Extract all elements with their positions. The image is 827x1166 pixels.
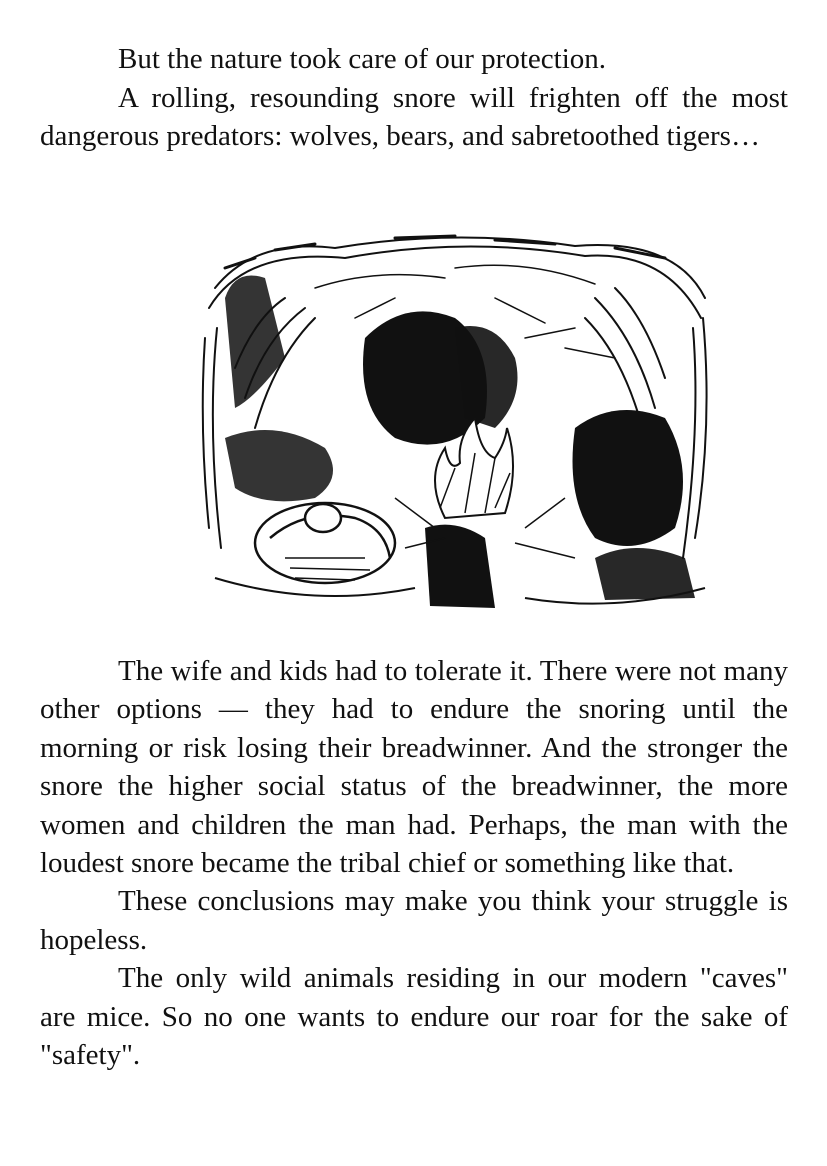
top-text [40, 40, 788, 156]
paragraph-modern-caves: The only wild animals residing in our modern "caves" are mice. So no one wants to endure our roar for the sake of "safety". [40, 962, 788, 1072]
paragraph-snore-predators: A rolling, resounding snore will frighten off the most dangerous predators: wolves, bears, and sabretoothed tigers… [40, 81, 788, 152]
bottom-text [40, 652, 788, 1074]
cave-campfire-illustration [195, 228, 717, 610]
paragraph-protection: But the nature took care of our protection. [118, 43, 607, 75]
paragraph-conclusions: These conclusions may make you think your struggle is hopeless. [40, 885, 788, 956]
illustration-drawing [195, 228, 717, 610]
paragraph-wife-kids: The wife and kids had to tolerate it. There were not many other options — they had to endure the snoring until the morning or risk losing their breadwinner. And the stronger the snore the higher social status of the breadwinner, the more women and children the man had. Perhaps, the man with the loudest snore became the tribal chief or something like that. [40, 655, 788, 880]
